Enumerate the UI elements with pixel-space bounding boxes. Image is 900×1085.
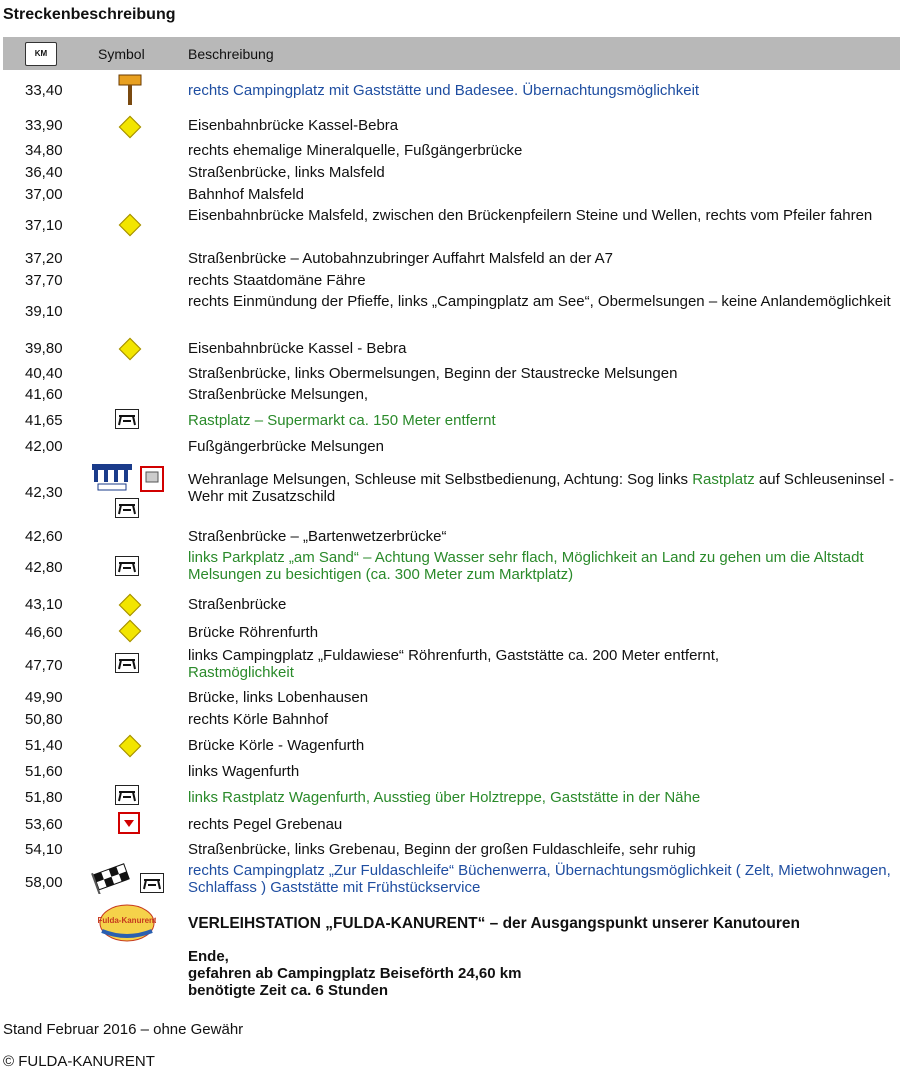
km-value: 51,60 — [25, 763, 63, 780]
km-value: 36,40 — [25, 164, 63, 181]
description: Straßenbrücke, links Malsfeld — [188, 164, 385, 181]
picnic-table-icon — [115, 498, 139, 518]
km-value: 54,10 — [25, 841, 63, 858]
km-value: 51,40 — [25, 737, 63, 754]
table-header — [3, 37, 900, 70]
km-value: 51,80 — [25, 789, 63, 806]
km-value: 37,00 — [25, 186, 63, 203]
svg-text:Fulda-Kanurent: Fulda-Kanurent — [98, 916, 156, 925]
km-value: 42,30 — [25, 484, 63, 501]
km-value: 33,40 — [25, 82, 63, 99]
km-value: 37,20 — [25, 250, 63, 267]
stand-note: Stand Februar 2016 – ohne Gewähr — [3, 1021, 244, 1038]
km-value: 42,00 — [25, 438, 63, 455]
sign-icon — [140, 466, 164, 496]
km-value: 41,60 — [25, 386, 63, 403]
km-value: 41,65 — [25, 412, 63, 429]
km-value: 49,90 — [25, 689, 63, 706]
description-header: Beschreibung — [188, 46, 274, 62]
ende-block: Ende, gefahren ab Campingplatz Beiseförth 24,60 km benötigte Zeit ca. 6 Stunden — [188, 948, 522, 999]
km-value: 42,80 — [25, 559, 63, 576]
picnic-table-icon — [140, 873, 164, 893]
checkered-flag-icon — [90, 862, 138, 898]
bridge-diamond-icon — [119, 116, 142, 139]
bridge-diamond-icon — [119, 735, 142, 758]
description: Brücke Röhrenfurth — [188, 624, 319, 641]
bridge-diamond-icon — [119, 594, 142, 617]
km-value: 53,60 — [25, 816, 63, 833]
description: Eisenbahnbrücke Kassel-Bebra — [188, 117, 399, 134]
campsite-sign-icon — [118, 74, 142, 110]
picnic-table-icon — [115, 556, 139, 576]
km-value: 33,90 — [25, 117, 63, 134]
km-value: 43,10 — [25, 596, 63, 613]
bridge-diamond-icon — [119, 214, 142, 237]
description: Straßenbrücke — [188, 596, 287, 613]
picnic-table-icon — [115, 653, 139, 673]
verleih-text: VERLEIHSTATION „FULDA-KANURENT“ – der Ausgangspunkt unserer Kanutouren — [188, 915, 800, 932]
description: rechts Campingplatz „Zur Fuldaschleife“ Büchenwerra, Übernachtungsmöglichkeit ( Zelt, Mietwohnwagen, Schlaffass ) Gaststätte mit Frühstückservice — [188, 862, 891, 896]
description: rechts ehemalige Mineralquelle, Fußgängerbrücke — [188, 142, 523, 159]
km-value: 39,80 — [25, 340, 63, 357]
copyright: © FULDA-KANURENT — [3, 1053, 155, 1070]
km-value: 40,40 — [25, 365, 63, 382]
weir-lock-icon — [92, 462, 134, 496]
description: Fußgängerbrücke Melsungen — [188, 438, 384, 455]
km-value: 58,00 — [25, 874, 63, 891]
km-value: 50,80 — [25, 711, 63, 728]
description: Straßenbrücke – „Bartenwetzerbrücke“ — [188, 528, 447, 545]
description: rechts Staatdomäne Fähre — [188, 272, 366, 289]
km-value: 39,10 — [25, 303, 63, 320]
description: Straßenbrücke – Autobahnzubringer Auffahrt Malsfeld an der A7 — [188, 250, 613, 267]
description: links Campingplatz „Fuldawiese“ Röhrenfurth, Gaststätte ca. 200 Meter entfernt, Rastmöglichkeit — [188, 647, 720, 681]
description: rechts Campingplatz mit Gaststätte und Badesee. Übernachtungsmöglichkeit — [188, 82, 700, 99]
km-value: 37,10 — [25, 217, 63, 234]
picnic-table-icon — [115, 409, 139, 429]
description: Straßenbrücke Melsungen, — [188, 386, 369, 403]
description: rechts Körle Bahnhof — [188, 711, 329, 728]
picnic-table-icon — [115, 785, 139, 805]
description: Straßenbrücke, links Grebenau, Beginn der großen Fuldaschleife, sehr ruhig — [188, 841, 696, 858]
description: links Rastplatz Wagenfurth, Ausstieg über Holztreppe, Gaststätte in der Nähe — [188, 789, 701, 806]
description: Eisenbahnbrücke Malsfeld, zwischen den Brückenpfeilern Steine und Wellen, rechts vom Pfeiler fahren — [188, 207, 873, 224]
description: links Wagenfurth — [188, 763, 300, 780]
km-value: 46,60 — [25, 624, 63, 641]
description: rechts Pegel Grebenau — [188, 816, 343, 833]
description: Brücke Körle - Wagenfurth — [188, 737, 365, 754]
km-value: 47,70 — [25, 657, 63, 674]
description: Straßenbrücke, links Obermelsungen, Beginn der Staustrecke Melsungen — [188, 365, 678, 382]
water-gauge-icon — [118, 812, 140, 838]
km-badge: KM — [25, 42, 57, 66]
description: links Parkplatz „am Sand“ – Achtung Wasser sehr flach, Möglichkeit an Land zu gehen um die Altstadt Melsungen zu besichtigen (ca. 300 Meter zum Marktplatz) — [188, 549, 864, 583]
km-value: 37,70 — [25, 272, 63, 289]
description: Bahnhof Malsfeld — [188, 186, 304, 203]
description: Rastplatz – Supermarkt ca. 150 Meter entfernt — [188, 412, 496, 429]
symbol-header: Symbol — [98, 46, 145, 62]
description: Eisenbahnbrücke Kassel - Bebra — [188, 340, 407, 357]
description: Brücke, links Lobenhausen — [188, 689, 369, 706]
description: rechts Einmündung der Pfieffe, links „Campingplatz am See“, Obermelsungen – keine Anlandemöglichkeit — [188, 293, 891, 310]
logo — [98, 903, 156, 947]
km-value: 42,60 — [25, 528, 63, 545]
description: Wehranlage Melsungen, Schleuse mit Selbstbedienung, Achtung: Sog links Rastplatz auf Schleuseninsel - Wehr mit Zusatzschild — [188, 471, 894, 505]
bridge-diamond-icon — [119, 338, 142, 361]
bridge-diamond-icon — [119, 620, 142, 643]
km-value: 34,80 — [25, 142, 63, 159]
page-title: Streckenbeschreibung — [3, 6, 176, 23]
